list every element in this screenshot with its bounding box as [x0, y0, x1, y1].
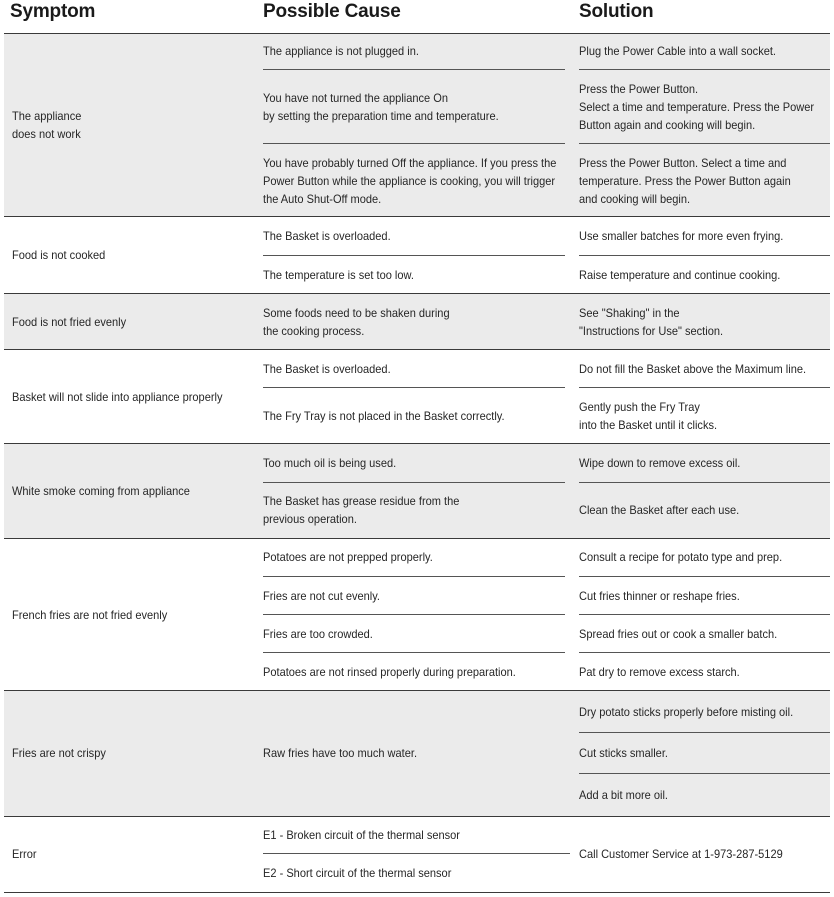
solution-cell: Wipe down to remove excess oil. — [579, 456, 741, 470]
table-bottom-rule — [4, 892, 830, 893]
symptom-cell: French fries are not fried evenly — [12, 608, 168, 622]
symptom-cell: The appliance does not work — [12, 109, 82, 141]
symptom-cell: Fries are not crispy — [12, 746, 106, 760]
row-divider — [579, 143, 830, 144]
solution-cell: Gently push the Fry Tray into the Basket until it clicks. — [579, 400, 718, 432]
solution-cell: Spread fries out or cook a smaller batch. — [579, 627, 778, 641]
cause-cell: The temperature is set too low. — [263, 268, 414, 282]
solution-cell: Press the Power Button. Select a time and temperature. Press the Power Button again and cooking will begin. — [579, 82, 815, 132]
symptom-cell: Food is not fried evenly — [12, 315, 127, 329]
row-divider — [579, 387, 830, 388]
solution-cell: Add a bit more oil. — [579, 788, 668, 802]
solution-cell: Cut fries thinner or reshape fries. — [579, 589, 740, 603]
row-divider — [263, 652, 565, 653]
cause-cell: Potatoes are not prepped properly. — [263, 550, 433, 564]
cause-cell: Some foods need to be shaken during the cooking process. — [263, 306, 450, 338]
cause-cell: Raw fries have too much water. — [263, 746, 418, 760]
cause-cell: The Basket is overloaded. — [263, 229, 391, 243]
cause-cell: Fries are not cut evenly. — [263, 589, 380, 603]
solution-cell: Raise temperature and continue cooking. — [579, 268, 781, 282]
symptom-cell: Basket will not slide into appliance properly — [12, 390, 223, 404]
group-divider — [4, 349, 830, 350]
row-divider — [579, 576, 830, 577]
row-divider — [579, 614, 830, 615]
cause-cell: Fries are too crowded. — [263, 627, 373, 641]
solution-cell: Do not fill the Basket above the Maximum line. — [579, 362, 807, 376]
group-divider — [4, 216, 830, 217]
row-divider — [579, 773, 830, 774]
row-divider — [263, 576, 565, 577]
header-possible-cause: Possible Cause — [263, 1, 401, 22]
row-divider — [579, 69, 830, 70]
cause-cell: The appliance is not plugged in. — [263, 44, 419, 58]
table-header — [0, 0, 834, 33]
group-divider — [4, 443, 830, 444]
row-divider — [579, 732, 830, 733]
cause-cell: E2 - Short circuit of the thermal sensor — [263, 866, 452, 880]
symptom-cell: Food is not cooked — [12, 248, 106, 262]
cause-cell: The Basket is overloaded. — [263, 362, 391, 376]
header-symptom: Symptom — [10, 1, 96, 22]
group-divider — [4, 538, 830, 539]
row-divider — [263, 143, 565, 144]
cause-cell: You have probably turned Off the appliance. If you press the Power Button while the appliance is cooking, you will trigger the Auto Shut-Off mode. — [263, 156, 557, 206]
solution-cell: Pat dry to remove excess starch. — [579, 665, 740, 679]
solution-cell: See "Shaking" in the "Instructions for Use" section. — [579, 306, 724, 338]
cause-cell: Too much oil is being used. — [263, 456, 397, 470]
cause-cell: The Basket has grease residue from the previous operation. — [263, 494, 460, 526]
row-divider — [263, 387, 565, 388]
solution-cell: Dry potato sticks properly before misting oil. — [579, 705, 794, 719]
row-divider — [263, 255, 565, 256]
symptom-cell: Error — [12, 847, 37, 861]
solution-cell: Plug the Power Cable into a wall socket. — [579, 44, 776, 58]
header-solution: Solution — [579, 1, 654, 22]
row-divider — [263, 853, 570, 854]
group-divider — [4, 293, 830, 294]
row-divider — [263, 69, 565, 70]
cause-cell: You have not turned the appliance On by setting the preparation time and temperature. — [263, 91, 499, 123]
row-divider — [579, 255, 830, 256]
group-divider — [4, 816, 830, 817]
symptom-cell: White smoke coming from appliance — [12, 484, 190, 498]
solution-cell: Clean the Basket after each use. — [579, 503, 740, 517]
cause-cell: E1 - Broken circuit of the thermal sensor — [263, 828, 460, 842]
cause-cell: The Fry Tray is not placed in the Basket correctly. — [263, 409, 505, 423]
row-divider — [579, 482, 830, 483]
header-rule — [4, 33, 830, 34]
solution-cell: Consult a recipe for potato type and prep. — [579, 550, 783, 564]
group-divider — [4, 690, 830, 691]
solution-cell: Cut sticks smaller. — [579, 746, 668, 760]
row-divider — [263, 614, 565, 615]
solution-cell: Press the Power Button. Select a time and temperature. Press the Power Button again and cooking will begin. — [579, 156, 791, 206]
solution-cell: Call Customer Service at 1-973-287-5129 — [579, 847, 783, 861]
cause-cell: Potatoes are not rinsed properly during preparation. — [263, 665, 516, 679]
row-divider — [263, 482, 565, 483]
solution-cell: Use smaller batches for more even frying. — [579, 229, 784, 243]
row-divider — [579, 652, 830, 653]
